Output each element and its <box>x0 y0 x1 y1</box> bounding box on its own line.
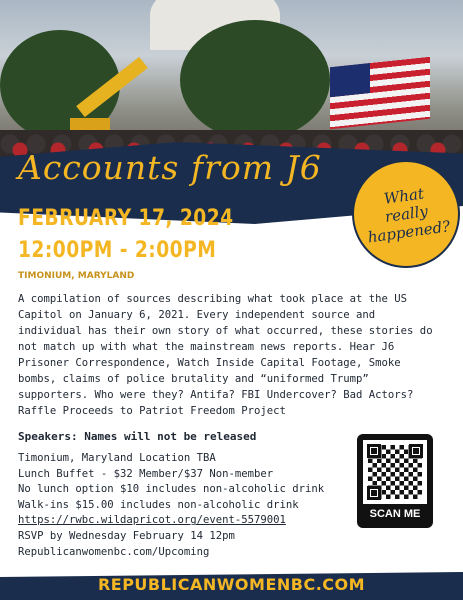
footer-website[interactable]: REPUBLICANWOMENBC.COM <box>97 575 366 594</box>
detail-no-lunch: No lunch option $10 includes non-alcoholic drink <box>18 483 325 496</box>
rsvp-deadline: RSVP by Wednesday February 14 12pm <box>18 529 235 542</box>
speakers-note: Speakers: Names will not be released <box>18 430 257 443</box>
badge-text: What really happened? <box>366 184 451 247</box>
tree-shape-center <box>180 20 330 140</box>
detail-lunch-buffet: Lunch Buffet - $32 Member/$37 Non-member <box>18 467 274 480</box>
event-registration-link[interactable]: https://rwbc.wildapricot.org/event-5579001 <box>18 514 286 527</box>
detail-location: Timonium, Maryland Location TBA <box>18 452 216 464</box>
event-date: FEBRUARY 17, 2024 <box>18 206 234 231</box>
american-flag-shape <box>330 57 430 130</box>
event-time: 12:00PM - 2:00PM <box>18 238 217 263</box>
scan-me-label: SCAN ME <box>369 508 421 520</box>
event-details <box>18 451 353 560</box>
event-location: TIMONIUM, MARYLAND <box>18 271 135 281</box>
detail-walk-ins: Walk-ins $15.00 includes non-alcoholic drink <box>18 498 299 511</box>
qr-code-icon <box>363 440 427 504</box>
event-description: A compilation of sources describing what took place at the US Capitol on January 6, 2021. Every independent source and individual has their own story of what occurred, these stories do not match up with what the mainstream news reports. Hear J6 Prisoner Correspondence, Watch Inside Capital Footage, Smoke bombs, claims of police brutality and “uniformed Trump” supporters. Who were they? Antifa? FBI Undercover? Bad Actors? Raffle Proceeds to Patriot Freedom Project <box>18 293 433 417</box>
qr-code-card[interactable] <box>357 434 433 528</box>
what-happened-badge <box>352 160 460 268</box>
upcoming-url: Republicanwomenbc.com/Upcoming <box>18 545 210 558</box>
event-title: Accounts from J6 <box>18 148 322 187</box>
